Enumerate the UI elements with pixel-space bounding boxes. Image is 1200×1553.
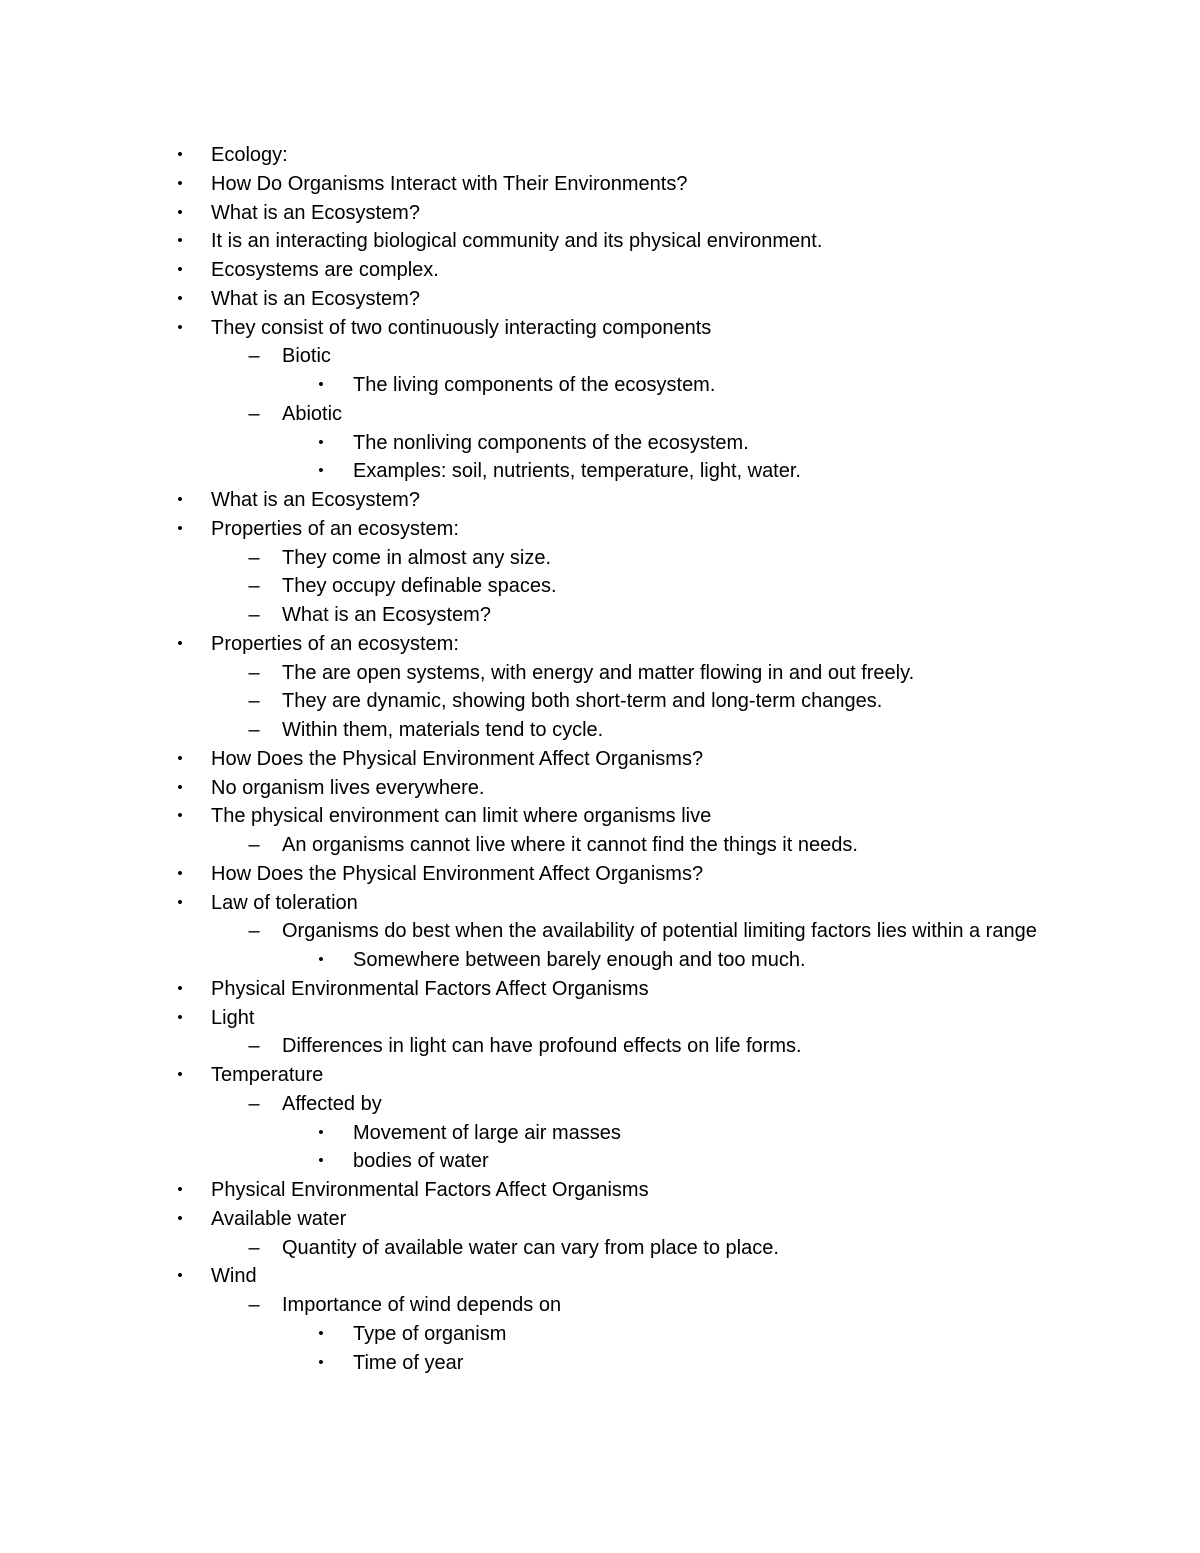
outline-item-level-2 [0,1090,1200,1119]
outline-item-text: How Does the Physical Environment Affect Organisms? [211,747,704,770]
dash-marker: – [248,1294,260,1316]
outline-item-text: The nonliving components of the ecosystem. [353,431,749,454]
outline-item-level-2 [0,1291,1200,1320]
outline-item-level-1 [0,314,1200,343]
outline-item-text: Affected by [282,1092,382,1115]
outline-item-text: Examples: soil, nutrients, temperature, light, water. [353,460,801,483]
outline-item-text: The are open systems, with energy and matter flowing in and out freely. [282,661,915,684]
outline-item-level-2 [0,1032,1200,1061]
outline-item-text: Law of toleration [211,891,358,914]
outline-item-level-1 [0,860,1200,889]
outline-item-level-3 [0,457,1200,486]
outline-item-level-1 [0,1004,1200,1033]
bullet-marker: • [177,893,183,911]
outline-item-text: Ecology: [211,144,288,166]
outline-item-level-2 [0,716,1200,745]
outline-item-level-1 [0,975,1200,1004]
dash-marker: – [248,661,260,684]
bullet-marker: • [177,864,183,882]
outline-item-text: What is an Ecosystem? [211,489,420,511]
bullet-marker: • [177,1008,183,1026]
outline-item-level-1 [0,1205,1200,1234]
bullet-marker: • [318,1152,324,1170]
outline-item-text: They are dynamic, showing both short-term and long-term changes. [282,690,883,713]
bullet-marker: • [177,232,183,250]
outline-item-level-1 [0,745,1200,774]
bullet-marker: • [318,951,324,968]
bullet-marker: • [318,433,324,451]
bullet-marker: • [177,519,183,537]
outline-item-level-3 [0,946,1200,975]
outline-item-text: How Do Organisms Interact with Their Environments? [211,172,688,195]
dash-marker: – [248,546,260,569]
bullet-marker: • [177,1181,183,1198]
outline-item-text: How Does the Physical Environment Affect Organisms? [211,862,704,885]
outline-item-text: No organism lives everywhere. [211,776,485,799]
outline-item-text: Importance of wind depends on [282,1294,562,1316]
outline-item-level-2 [0,400,1200,429]
dash-marker: – [248,1092,260,1115]
dash-marker: – [248,345,260,368]
outline-item-text: Differences in light can have profound effects on life forms. [282,1035,802,1058]
dash-marker: – [248,690,260,713]
bullet-marker: • [177,749,183,767]
outline-item-level-1 [0,774,1200,803]
outline-item-level-3 [0,1320,1200,1349]
bullet-marker: • [177,146,183,163]
bullet-marker: • [177,203,183,221]
outline-item-level-2 [0,659,1200,688]
bullet-marker: • [177,979,183,997]
outline-item-text: Within them, materials tend to cycle. [282,719,604,741]
outline-item-text: bodies of water [353,1150,489,1173]
outline-item-text: The living components of the ecosystem. [353,374,716,396]
bullet-marker: • [318,462,324,480]
dash-marker: – [248,402,260,425]
outline-item-level-1 [0,227,1200,256]
bullet-marker: • [177,491,183,508]
bullet-marker: • [177,1267,183,1285]
outline-item-level-2 [0,687,1200,716]
outline-item-level-1 [0,285,1200,314]
bullet-marker: • [177,289,183,307]
outline-item-level-2 [0,831,1200,860]
outline-item-text: Temperature [211,1064,324,1086]
bullet-marker: • [318,1353,324,1371]
outline-item-level-1 [0,1176,1200,1205]
outline-item-text: They come in almost any size. [282,546,551,569]
outline-item-text: Movement of large air masses [353,1121,621,1144]
outline-item-level-1 [0,630,1200,659]
bullet-marker: • [318,1324,324,1342]
dash-marker: – [248,575,260,598]
outline-item-text: Ecosystems are complex. [211,259,439,281]
bullet-marker: • [177,174,183,192]
outline-item-text: Type of organism [353,1322,507,1345]
outline-item-level-1 [0,170,1200,199]
dash-marker: – [248,920,260,943]
outline-item-text: An organisms cannot live where it cannot find the things it needs. [282,834,858,856]
outline-item-level-1 [0,889,1200,918]
dash-marker: – [248,1236,260,1259]
outline-item-level-1 [0,256,1200,285]
outline-item-level-2 [0,1234,1200,1263]
outline-item-level-3 [0,1119,1200,1148]
dash-marker: – [248,1035,260,1058]
outline-item-text: Physical Environmental Factors Affect Organisms [211,1179,649,1201]
outline-item-text: Somewhere between barely enough and too much. [353,949,806,971]
outline-item-level-1 [0,1061,1200,1090]
outline-item-text: They consist of two continuously interacting components [211,316,712,339]
outline-item-text: They occupy definable spaces. [282,575,557,598]
outline-item-text: Properties of an ecosystem: [211,517,459,540]
dash-marker: – [248,604,260,626]
outline-item-text: What is an Ecosystem? [211,201,420,224]
outline-item-text: Wind [211,1265,257,1288]
outline-item-text: Biotic [282,345,331,368]
outline-item-level-1 [0,199,1200,228]
bullet-marker: • [318,376,324,393]
dash-marker: – [248,834,260,856]
outline-item-level-3 [0,371,1200,400]
outline-item-level-1 [0,515,1200,544]
document-outline [0,141,1200,1377]
outline-item-text: Abiotic [282,402,343,425]
outline-item-level-1 [0,802,1200,831]
outline-item-text: It is an interacting biological community and its physical environment. [211,230,823,253]
bullet-marker: • [177,778,183,796]
bullet-marker: • [177,1066,183,1083]
bullet-marker: • [318,1123,324,1141]
bullet-marker: • [177,634,183,652]
bullet-marker: • [177,261,183,278]
outline-item-level-3 [0,1349,1200,1378]
bullet-marker: • [177,1209,183,1227]
outline-item-level-3 [0,1147,1200,1176]
outline-item-text: Properties of an ecosystem: [211,632,459,655]
outline-item-text: Time of year [353,1351,464,1374]
outline-item-text: Quantity of available water can vary from place to place. [282,1236,779,1259]
outline-item-level-2 [0,342,1200,371]
bullet-marker: • [177,807,183,825]
bullet-marker: • [177,318,183,336]
outline-item-level-2 [0,601,1200,630]
outline-item-text: What is an Ecosystem? [282,604,491,626]
outline-item-text: Organisms do best when the availability of potential limiting factors lies within a range [282,920,1037,943]
outline-item-level-3 [0,429,1200,458]
outline-item-level-2 [0,544,1200,573]
outline-item-level-2 [0,917,1200,946]
dash-marker: – [248,719,260,741]
outline-item-level-1 [0,141,1200,170]
outline-item-text: Light [211,1006,255,1029]
outline-item-level-1 [0,486,1200,515]
outline-item-level-2 [0,572,1200,601]
outline-item-text: Physical Environmental Factors Affect Organisms [211,977,649,1000]
outline-item-text: What is an Ecosystem? [211,287,420,310]
outline-item-text: Available water [211,1207,347,1230]
outline-item-level-1 [0,1262,1200,1291]
outline-item-text: The physical environment can limit where organisms live [211,805,712,828]
